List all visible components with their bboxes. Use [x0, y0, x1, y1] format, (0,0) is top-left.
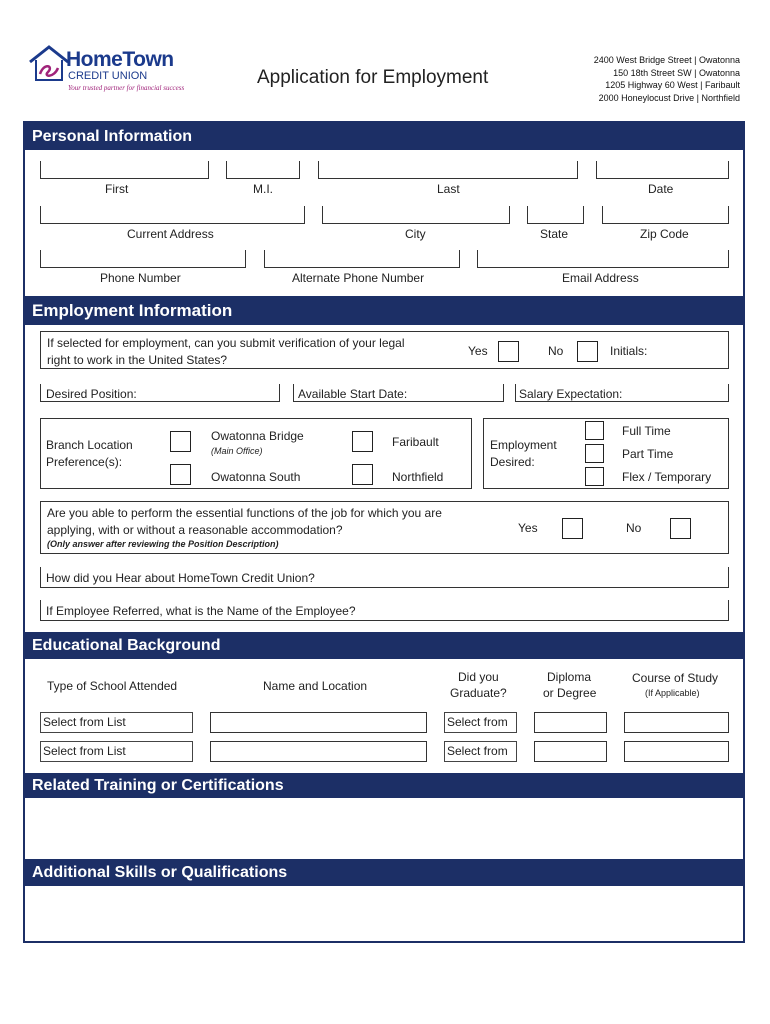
essential-yes-label: Yes [518, 521, 538, 535]
branch-label-line2: Preference(s): [46, 455, 123, 469]
referred-employee-label: If Employee Referred, what is the Name of the Employee? [46, 604, 356, 618]
address-field[interactable] [40, 206, 305, 224]
date-field[interactable] [596, 161, 729, 179]
essential-no-label: No [626, 521, 642, 535]
full-time-label: Full Time [622, 424, 671, 438]
section-header-employment: Employment Information [25, 296, 745, 325]
first-label: First [105, 182, 129, 196]
northfield-label: Northfield [392, 470, 444, 484]
address-line: 2000 Honeylocust Drive | Northfield [598, 92, 740, 103]
alt-phone-label: Alternate Phone Number [292, 271, 425, 285]
zip-field[interactable] [602, 206, 729, 224]
middle-initial-field[interactable] [226, 161, 300, 179]
date-label: Date [648, 182, 674, 196]
legal-question-line2: right to work in the United States? [47, 353, 228, 367]
faribault-checkbox[interactable] [352, 431, 373, 452]
col-diploma-line2: or Degree [543, 686, 597, 700]
salary-label: Salary Expectation: [519, 387, 623, 401]
part-time-label: Part Time [622, 447, 674, 461]
col-graduated-line1: Did you [458, 670, 499, 684]
email-field[interactable] [477, 250, 729, 268]
col-course-of-study: Course of Study [632, 671, 719, 685]
branch-label-line1: Branch Location [46, 438, 133, 452]
address-line: 150 18th Street SW | Owatonna [613, 67, 740, 78]
course-of-study-field[interactable] [624, 741, 729, 762]
employment-desired-line2: Desired: [490, 455, 535, 469]
northfield-checkbox[interactable] [352, 464, 373, 485]
phone-label: Phone Number [100, 271, 181, 285]
col-school-type: Type of School Attended [47, 679, 178, 693]
alt-phone-field[interactable] [264, 250, 460, 268]
legal-yes-checkbox[interactable] [498, 341, 519, 362]
graduated-select[interactable]: Select from [444, 741, 517, 762]
zip-label: Zip Code [640, 227, 689, 241]
course-of-study-field[interactable] [624, 712, 729, 733]
page-title: Application for Employment [257, 67, 489, 88]
mi-label: M.I. [253, 182, 273, 196]
state-field[interactable] [527, 206, 584, 224]
owatonna-bridge-label: Owatonna Bridge [211, 429, 304, 443]
legal-question-line1: If selected for employment, can you submit verification of your legal [47, 336, 405, 350]
legal-no-label: No [548, 344, 564, 358]
owatonna-south-checkbox[interactable] [170, 464, 191, 485]
logo-subtitle: CREDIT UNION [68, 70, 148, 82]
skills-textarea[interactable] [25, 886, 745, 941]
owatonna-bridge-checkbox[interactable] [170, 431, 191, 452]
initials-label: Initials: [610, 344, 648, 358]
part-time-checkbox[interactable] [585, 444, 604, 463]
school-type-select[interactable]: Select from List [40, 741, 193, 762]
state-label: State [540, 227, 569, 241]
col-diploma-line1: Diploma [547, 670, 592, 684]
flex-temporary-label: Flex / Temporary [622, 470, 712, 484]
essential-question-line1: Are you able to perform the essential functions of the job for which you are [47, 506, 442, 520]
logo-tagline: Your trusted partner for financial success [68, 84, 185, 92]
col-graduated-line2: Graduate? [450, 686, 507, 700]
school-type-select[interactable]: Select from List [40, 712, 193, 733]
section-header-skills: Additional Skills or Qualifications [25, 859, 745, 886]
faribault-label: Faribault [392, 435, 439, 449]
col-course-note: (If Applicable) [645, 688, 700, 698]
flex-temporary-checkbox[interactable] [585, 467, 604, 486]
full-time-checkbox[interactable] [585, 421, 604, 440]
address-block [594, 54, 740, 104]
logo [28, 44, 188, 96]
graduated-select[interactable]: Select from [444, 712, 517, 733]
section-header-education: Educational Background [25, 632, 745, 659]
section-header-personal: Personal Information [25, 123, 745, 150]
essential-no-checkbox[interactable] [670, 518, 691, 539]
last-label: Last [437, 182, 460, 196]
diploma-field[interactable] [534, 741, 607, 762]
employment-desired-line1: Employment [490, 438, 557, 452]
last-name-field[interactable] [318, 161, 578, 179]
address-line: 2400 West Bridge Street | Owatonna [593, 55, 740, 65]
first-name-field[interactable] [40, 161, 209, 179]
start-date-label: Available Start Date: [298, 387, 408, 401]
phone-field[interactable] [40, 250, 246, 268]
essential-note: (Only answer after reviewing the Position Description) [47, 539, 279, 549]
col-name-location: Name and Location [263, 679, 368, 693]
essential-question-line2: applying, with or without a reasonable accommodation? [47, 523, 343, 537]
city-label: City [405, 227, 426, 241]
legal-no-checkbox[interactable] [577, 341, 598, 362]
school-name-field[interactable] [210, 741, 427, 762]
training-textarea[interactable] [25, 798, 745, 859]
email-label: Email Address [562, 271, 639, 285]
house-logo-icon [28, 44, 70, 84]
address-line: 1205 Highway 60 West | Faribault [605, 80, 740, 90]
school-name-field[interactable] [210, 712, 427, 733]
hear-about-label: How did you Hear about HomeTown Credit Union? [46, 571, 315, 585]
owatonna-south-label: Owatonna South [211, 470, 301, 484]
essential-yes-checkbox[interactable] [562, 518, 583, 539]
logo-name: HomeTown [66, 48, 174, 71]
diploma-field[interactable] [534, 712, 607, 733]
main-office-note: (Main Office) [211, 446, 263, 456]
section-header-training: Related Training or Certifications [25, 773, 745, 798]
legal-yes-label: Yes [468, 344, 488, 358]
city-field[interactable] [322, 206, 510, 224]
desired-position-label: Desired Position: [46, 387, 137, 401]
address-label: Current Address [127, 227, 214, 241]
